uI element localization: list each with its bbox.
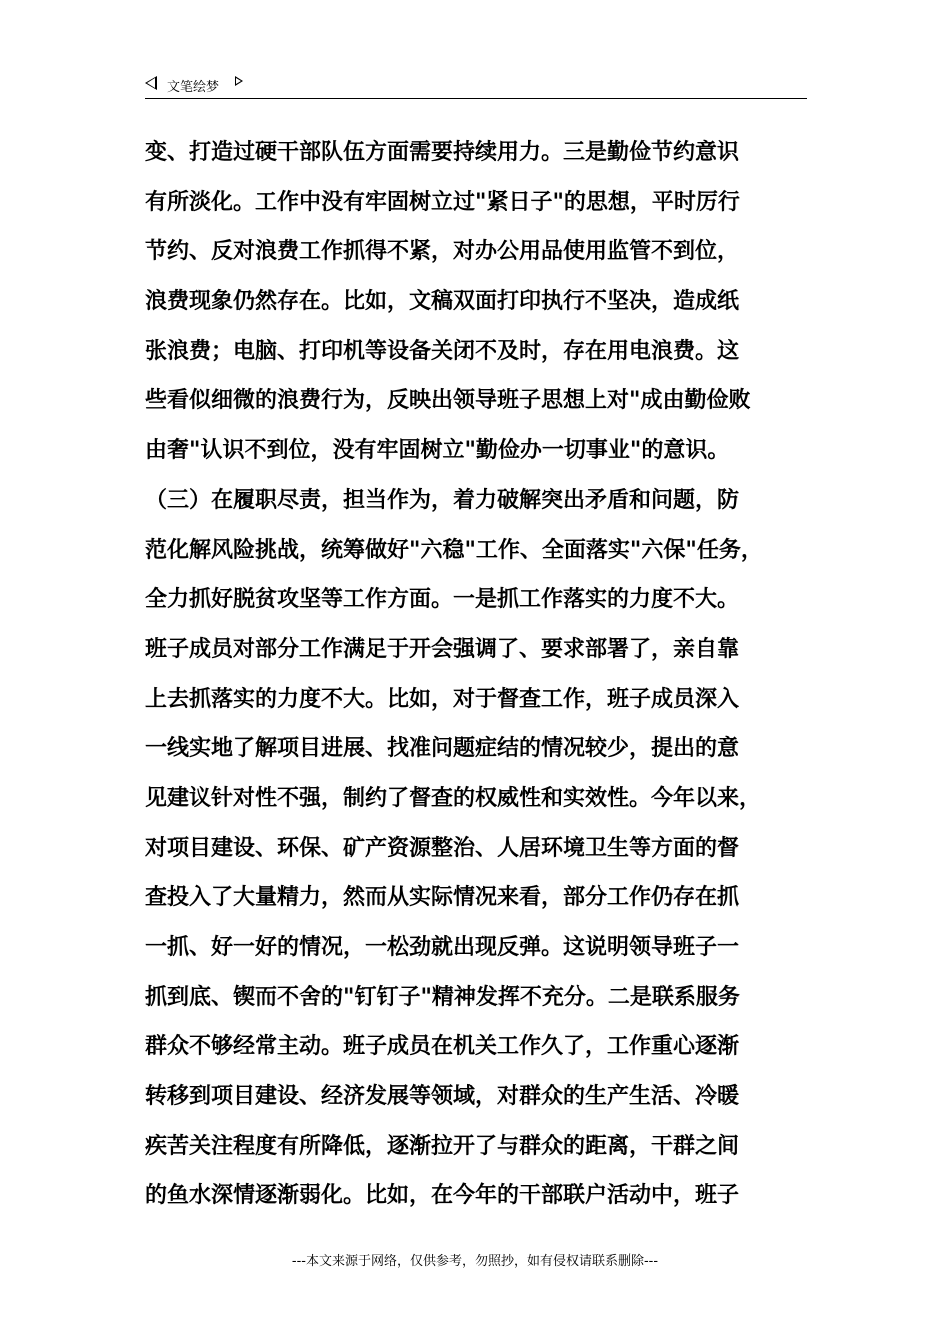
text-line: 由奢"认识不到位，没有牢固树立"勤俭办一切事业"的意识。 (145, 437, 730, 464)
text-line: 群众不够经常主动。班子成员在机关工作久了，工作重心逐渐 (145, 1033, 740, 1060)
text-line: 对项目建设、环保、矿产资源整治、人居环境卫生等方面的督 (145, 834, 740, 861)
text-line: 一线实地了解项目进展、找准问题症结的情况较少，提出的意 (145, 735, 740, 762)
text-line: 的鱼水深情逐渐弱化。比如，在今年的干部联户活动中，班子 (145, 1182, 740, 1209)
text-line: 查投入了大量精力，然而从实际情况来看，部分工作仍存在抓 (145, 884, 740, 911)
text-line: 班子成员对部分工作满足于开会强调了、要求部署了，亲自靠 (145, 635, 740, 662)
text-line: （三）在履职尽责，担当作为，着力破解突出矛盾和问题，防 (145, 486, 740, 513)
text-line: 变、打造过硬干部队伍方面需要持续用力。三是勤俭节约意识 (145, 139, 740, 165)
text-line: 范化解风险挑战，统筹做好"六稳"工作、全面落实"六保"任务， (145, 536, 763, 563)
text-line: 浪费现象仍然存在。比如，文稿双面打印执行不坚决，造成纸 (145, 288, 740, 315)
header-brand: 文笔绘梦 (167, 80, 220, 95)
text-line: 些看似细微的浪费行为，反映出领导班子思想上对"成由勤俭败 (145, 387, 751, 414)
text-line: 转移到项目建设、经济发展等领域，对群众的生产生活、冷暖 (145, 1083, 740, 1110)
footer-notice: ---本文来源于网络，仅供参考，勿照抄，如有侵权请联系删除--- (291, 1254, 659, 1269)
text-line: 见建议针对性不强，制约了督查的权威性和实效性。今年以来， (145, 784, 762, 811)
text-line: 全力抓好脱贫攻坚等工作方面。一是抓工作落实的力度不大。 (145, 586, 740, 613)
triangle-right-icon (235, 76, 243, 86)
page-header (145, 72, 807, 99)
text-line: 有所淡化。工作中没有牢固树立过"紧日子"的思想，平时厉行 (145, 188, 740, 215)
text-line: 张浪费；电脑、打印机等设备关闭不及时，存在用电浪费。这 (145, 337, 740, 364)
text-line: 疾苦关注程度有所降低，逐渐拉开了与群众的距离，干群之间 (145, 1132, 740, 1159)
document-body (145, 128, 817, 1221)
text-line: 抓到底、锲而不舍的"钉钉子"精神发挥不充分。二是联系服务 (145, 983, 740, 1010)
text-line: 上去抓落实的力度不大。比如，对于督查工作，班子成员深入 (145, 685, 740, 712)
text-line: 一抓、好一好的情况，一松劲就出现反弹。这说明领导班子一 (145, 934, 740, 960)
text-line: 节约、反对浪费工作抓得不紧，对办公用品使用监管不到位， (145, 238, 740, 265)
triangle-left-icon (145, 76, 157, 90)
